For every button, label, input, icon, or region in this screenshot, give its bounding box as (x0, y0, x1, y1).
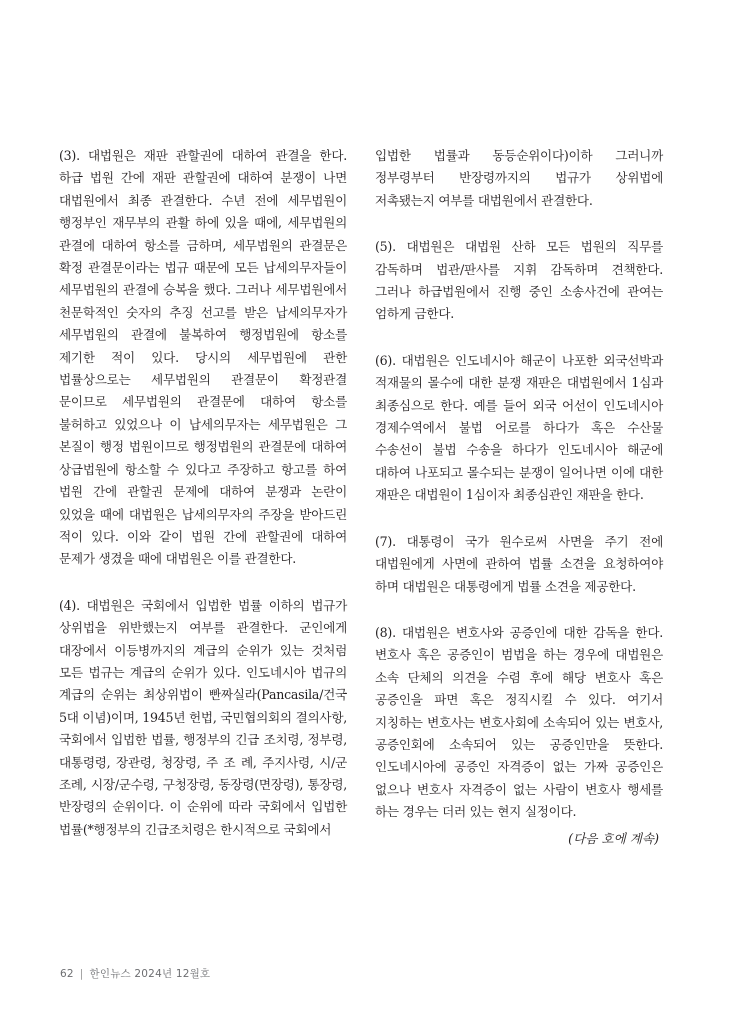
footer-separator: | (79, 968, 84, 980)
continued-note: (다음 호에 계속) (568, 830, 659, 846)
article-paragraph: (8). 대법원은 변호사와 공증인에 대한 감독을 한다. 변호사 혹은 공증인이 범법을 하는 경우에 대법원은 소속 단체의 의견을 수렴 후에 해당 변호사 혹은 공증인을 파면 혹은 정직시킬 수 있다. 여기서 지칭하는 변호사는 변호사회에 소속되어 있는 변호사, 공증인회에 소속되어 있는 공증인만을 뜻한다. 인도네시아에 공증인 자격증이 없는 가짜 공증인은 없으나 변호사 자격증이 없는 사람이 변호사 행세를 하는 경우는 더러 있는 현지 실정이다. (375, 624, 663, 820)
article-paragraph: 입법한 법률과 동등순위이다)이하 그러니까 정부령부터 반장령까지의 법규가 상위법에 저촉됐는지 여부를 대법원에서 관결한다. (375, 148, 663, 208)
page-footer (60, 966, 210, 981)
article-paragraph: (7). 대통령이 국가 원수로써 사면을 주기 전에 대법원에게 사면에 관하여 법률 소견을 요청하여야 하며 대법원은 대통령에게 법률 소견을 제공한다. (375, 533, 663, 594)
article-paragraph: (6). 대법원은 인도네시아 해군이 나포한 외국선박과 적재물의 몰수에 대한 분쟁 재판은 대법원에서 1심과 최종심으로 한다. 예를 들어 외국 어선이 인도네시아 경제수역에서 불법 어로를 하다가 혹은 수산물 수송선이 불법 수송을 하다가 인도네시아 해군에 대하여 나포되고 몰수되는 분쟁이 일어나면 이에 대한 재판은 대법원이 1심이자 최종심관인 재판을 한다. (375, 352, 663, 503)
article-paragraph: (3). 대법원은 재판 관할권에 대하여 관결을 한다. 하급 법원 간에 재판 관할권에 대하여 분쟁이 나면 대법원에서 최종 관결한다. 수년 전에 세무법원이 행정부인 재무부의 관활 하에 있을 때에, 세무법원의 관결에 대하여 항소를 금하며, 세무법원의 관결문은 확정 관결문이라는 법규 때문에 모든 납세의무자들이 세무법원의 관결에 승복을 했다. 그러나 세무법원에서 천문학적인 숫자의 추징 선고를 받은 납세의무자가 세무법원의 관결에 불복하여 행정법원에 항소를 제기한 적이 있다. 당시의 세무법원에 관한 법률상으로는 세무법원의 관결문이 확정관결 문이므로 세무법원의 관결문에 대하여 항소를 불허하고 있었으나 이 납세의무자는 세무법원은 그 본질이 행정 법원이므로 행정법원의 관결문에 대하여 상급법원에 항소할 수 있다고 주장하고 항고를 하여 법원 간에 관할권 문제에 대하여 분쟁과 논란이 있었을 때에 대법원은 납세의무자의 주장을 받아드린 적이 있다. 이와 같이 법원 간에 관할권에 대하여 문제가 생겼을 때에 대법원은 이를 관결한다. (59, 148, 347, 567)
article-paragraph: (4). 대법원은 국회에서 입법한 법률 이하의 법규가 상위법을 위반했는지 여부를 관결한다. 군인에게 대장에서 이등병까지의 계급의 순위가 있는 것처럼 모든 법규는 계급의 순위가 있다. 인도네시아 법규의 계급의 순위는 최상위법이 빤짜실라(Pancasila/건국 5대 이념)이며, 1945년 헌법, 국민협의회의 결의사항, 국회에서 입법한 법률, 행정부의 긴급 조치령, 정부령, 대통령령, 장관령, 청장령, 주 조 례, 주지사령, 시/군 조례, 시장/군수령, 구청장령, 동장령(면장령), 통장령, 반장령의 순위이다. 이 순위에 따라 국회에서 입법한 법률(*행정부의 긴급조치령은 한시적으로 국회에서 (59, 597, 347, 837)
publication-name: 한인뉴스 2024년 12월호 (89, 968, 211, 980)
left-column (59, 145, 347, 865)
page-number: 62 (60, 968, 74, 980)
right-column (375, 145, 663, 847)
article-paragraph: (5). 대법원은 대법원 산하 모든 법원의 직무를 감독하며 법관/판사를 지휘 감독하며 견책한다. 그러나 하급법원에서 진행 중인 소송사건에 관여는 엄하게 금한다. (375, 239, 663, 322)
